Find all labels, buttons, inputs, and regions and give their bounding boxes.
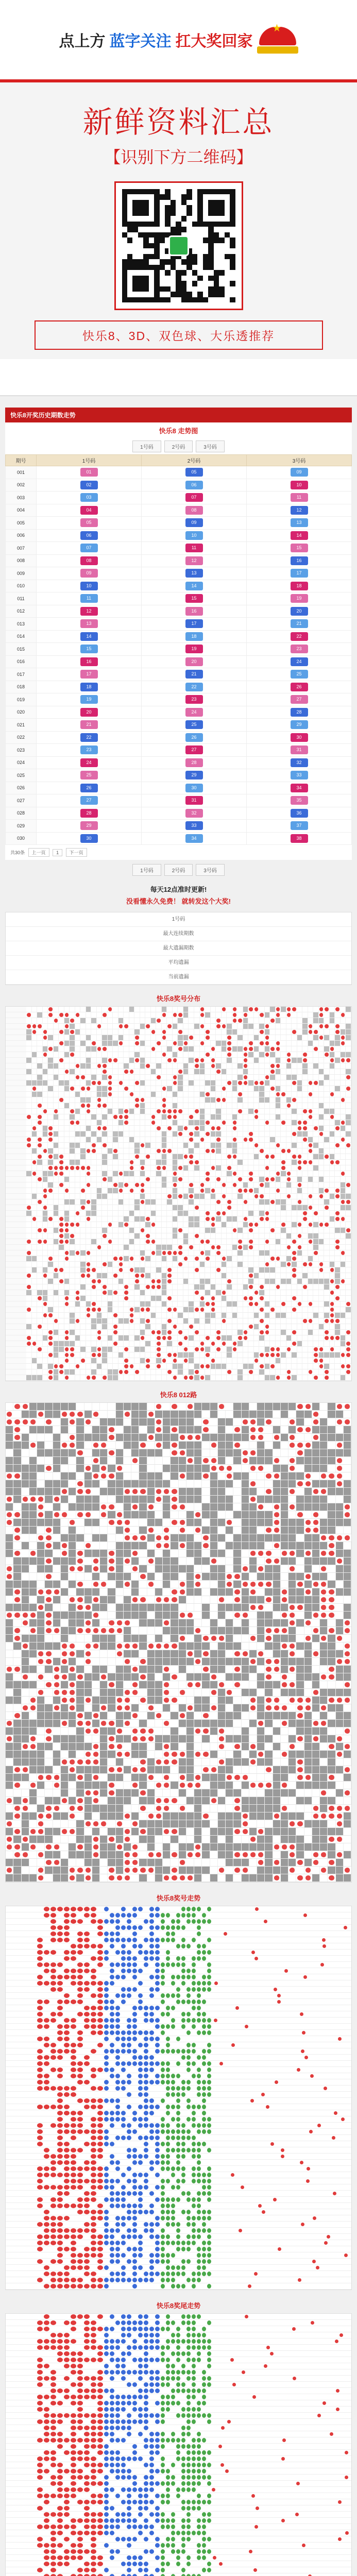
number-cell [37,492,142,504]
update-notice [0,878,357,912]
number-cell [37,529,142,542]
issue-cell: 001 [6,466,37,479]
info-line: 最大连续期数 [6,927,351,941]
info-line: 当前遗漏 [6,970,351,985]
top-banner[interactable] [0,0,357,82]
qr-code[interactable] [114,181,243,310]
tab2-number-2[interactable]: 2号码 [164,864,193,876]
number-chip: 26 [291,683,308,691]
number-chip: 20 [291,607,308,616]
number-chip: 10 [185,531,203,540]
poster-title: 新鲜资料汇总 [82,106,275,139]
number-cell [37,731,142,744]
number-cell [142,643,247,656]
number-cell [247,567,352,580]
tab-number-1[interactable]: 1号码 [132,440,161,452]
issue-cell: 015 [6,643,37,656]
number-chip: 34 [185,834,203,843]
number-chip: 32 [291,758,308,767]
number-chip: 28 [80,809,98,818]
poster-slogan: 快乐8、3D、双色球、大乐透推荐 [35,320,323,350]
issue-cell: 022 [6,731,37,744]
number-cell [142,618,247,631]
number-chip: 24 [185,708,203,717]
number-chip: 17 [185,619,203,628]
number-cell [247,756,352,769]
number-chip: 13 [291,518,308,527]
emblem-icon: ★ [257,22,298,58]
number-chip: 09 [185,518,203,527]
table-row [6,592,352,605]
notice-line-1: 每天12点准时更新! [150,886,207,893]
number-cell [247,693,352,706]
number-cell [142,731,247,744]
number-chip: 25 [80,771,98,779]
number-cell [142,630,247,643]
issue-cell: 006 [6,529,37,542]
issue-cell: 003 [6,492,37,504]
promo-poster [0,82,357,396]
table-row [6,832,352,845]
issue-cell: 028 [6,807,37,820]
number-chip: 04 [80,506,98,515]
number-chip: 19 [185,645,203,653]
number-chip: 08 [185,506,203,515]
number-chip: 11 [80,594,98,603]
number-cell [142,542,247,555]
number-chip: 07 [185,493,203,502]
issue-cell: 011 [6,592,37,605]
table-row [6,542,352,555]
number-cell [37,820,142,833]
number-chip: 36 [291,809,308,818]
number-cell [247,479,352,492]
number-chip: 21 [185,670,203,679]
number-cell [247,643,352,656]
issue-cell: 014 [6,630,37,643]
issue-cell: 005 [6,517,37,530]
number-cell [37,592,142,605]
table-row [6,756,352,769]
number-cell [247,554,352,567]
number-cell [247,832,352,845]
number-cell [142,554,247,567]
pager-page-1[interactable]: 1 [53,849,62,856]
number-chip: 13 [80,619,98,628]
number-cell [37,832,142,845]
col-number-3: 3号码 [247,455,352,466]
banner-follow-link[interactable]: 蓝字关注 [109,33,172,50]
number-cell [247,630,352,643]
result-table [5,454,352,845]
number-chip: 16 [185,607,203,616]
pager-prev[interactable]: 上一页 [28,848,49,857]
number-chip: 05 [80,518,98,527]
number-cell [247,529,352,542]
issue-cell: 017 [6,668,37,681]
number-chip: 09 [291,468,308,477]
number-chip: 26 [185,733,203,742]
distribution-title: 快乐8奖号分布 [156,995,201,1003]
number-chip: 07 [80,544,98,552]
table-row [6,807,352,820]
number-cell [142,769,247,782]
table-row [6,529,352,542]
table-row [6,567,352,580]
table-row [6,517,352,530]
issue-cell: 013 [6,618,37,631]
issue-cell: 004 [6,504,37,517]
number-cell [37,479,142,492]
table-row [6,504,352,517]
number-chip: 14 [80,632,98,641]
number-cell [247,744,352,757]
number-cell [37,756,142,769]
number-cell [37,693,142,706]
number-chip: 20 [185,657,203,666]
issue-cell: 019 [6,693,37,706]
number-chip: 27 [185,745,203,754]
number-cell [37,567,142,580]
number-cell [37,542,142,555]
number-chip: 22 [185,683,203,691]
number-cell [142,668,247,681]
number-chip: 12 [291,506,308,515]
number-cell [142,756,247,769]
number-chip: 01 [80,468,98,477]
number-chip: 19 [80,695,98,704]
number-cell [247,592,352,605]
result-section [5,422,352,860]
number-chip: 19 [291,594,308,603]
number-chip: 18 [80,683,98,691]
number-chip: 23 [80,745,98,754]
info-line: 1号码 [6,912,351,927]
table-row [6,643,352,656]
number-cell [142,655,247,668]
number-chip: 33 [185,821,203,830]
number-chip: 28 [291,708,308,717]
number-cell [142,782,247,794]
number-chip: 16 [80,657,98,666]
number-chip: 31 [185,796,203,805]
number-chip: 23 [291,645,308,653]
pager-next[interactable]: 下一页 [66,848,87,857]
number-chip: 06 [80,531,98,540]
number-chip: 30 [185,784,203,792]
number-cell [247,492,352,504]
number-cell [37,466,142,479]
info-line: 最大遗漏期数 [6,941,351,956]
number-chip: 21 [291,619,308,628]
table-row [6,580,352,592]
number-chip: 27 [291,695,308,704]
table-row [6,794,352,807]
table-row [6,693,352,706]
table-row [6,492,352,504]
number-cell [247,794,352,807]
number-cell [37,769,142,782]
number-cell [247,580,352,592]
number-chip: 15 [291,544,308,552]
table-row [6,744,352,757]
info-line: 平均遗漏 [6,956,351,970]
number-chip: 22 [291,632,308,641]
number-chip: 02 [80,481,98,489]
poster-subtitle: 【识别下方二维码】 [104,148,253,166]
number-cell [37,794,142,807]
number-chip: 08 [80,556,98,565]
section-header-history: 快乐8开奖历史期数走势 [5,408,352,422]
number-cell [37,807,142,820]
number-chip: 14 [185,582,203,590]
number-cell [37,605,142,618]
number-chip: 09 [80,569,98,578]
number-cell [37,668,142,681]
number-cell [142,605,247,618]
number-chip: 28 [185,758,203,767]
number-cell [37,580,142,592]
number-chip: 30 [80,834,98,843]
tail-trend-table [5,2313,352,2576]
number-chip: 29 [80,821,98,830]
number-cell [247,542,352,555]
issue-cell: 021 [6,719,37,732]
number-chip: 27 [80,796,98,805]
number-chip: 38 [291,834,308,843]
col-number-2: 2号码 [142,455,247,466]
number-cell [247,807,352,820]
table-row [6,769,352,782]
number-chip: 10 [80,582,98,590]
number-cell [142,492,247,504]
issue-cell: 025 [6,769,37,782]
table-row [6,719,352,732]
number-cell [247,681,352,693]
table-row [6,706,352,719]
issue-cell: 026 [6,782,37,794]
number-chip: 29 [185,771,203,779]
number-cell [247,504,352,517]
number-cell [142,504,247,517]
number-cell [142,794,247,807]
table-row [6,479,352,492]
number-cell [142,517,247,530]
number-cell [37,618,142,631]
number-cell [142,693,247,706]
table-row [6,820,352,833]
number-cell [37,554,142,567]
number-cell [37,719,142,732]
number-chip: 22 [80,733,98,742]
issue-cell: 010 [6,580,37,592]
issue-cell: 007 [6,542,37,555]
number-chip: 24 [291,657,308,666]
number-cell [247,668,352,681]
number-chip: 23 [185,695,203,704]
road-012-title: 快乐8 012路 [160,1391,197,1399]
issue-cell: 009 [6,567,37,580]
number-chip: 17 [291,569,308,578]
number-cell [37,643,142,656]
number-chip: 30 [291,733,308,742]
table-row [6,668,352,681]
number-cell [142,681,247,693]
number-cell [142,706,247,719]
number-cell [142,744,247,757]
number-cell [37,504,142,517]
issue-cell: 029 [6,820,37,833]
number-chip: 12 [185,556,203,565]
distribution-grid [5,1006,352,1381]
table-row [6,554,352,567]
number-cell [37,782,142,794]
number-chip: 35 [291,796,308,805]
number-chip: 06 [185,481,203,489]
qr-logo-icon [168,235,189,256]
info-list [5,912,352,985]
number-chip: 37 [291,821,308,830]
table-row [6,605,352,618]
number-chip: 24 [80,758,98,767]
col-number-1: 1号码 [37,455,142,466]
issue-cell: 030 [6,832,37,845]
number-chip: 20 [80,708,98,717]
number-chip: 25 [291,670,308,679]
number-cell [247,605,352,618]
number-chip: 16 [291,556,308,565]
pager-count: 共30条 [10,850,25,855]
number-chip: 15 [80,645,98,653]
result-section-title: 快乐8 走势图 [159,427,198,435]
number-cell [142,466,247,479]
notice-line-2: 没看懂永久免费！ 就转发这个大奖! [126,897,231,905]
number-chip: 34 [291,784,308,792]
number-chip: 21 [80,720,98,729]
number-cell [142,832,247,845]
road-012-grid [5,1402,352,1883]
number-cell [142,719,247,732]
number-cell [142,580,247,592]
number-chip: 15 [185,594,203,603]
number-trend-table [5,1906,352,2290]
number-chip: 05 [185,468,203,477]
tab-number-3[interactable]: 3号码 [196,440,225,452]
number-chip: 18 [185,632,203,641]
number-chip: 11 [291,493,308,502]
number-trend-title: 快乐8奖号走势 [156,1894,201,1902]
pager [5,845,352,860]
number-cell [37,744,142,757]
number-chip: 29 [291,720,308,729]
number-chip: 14 [291,531,308,540]
table-row [6,466,352,479]
number-chip: 12 [80,607,98,616]
number-cell [142,479,247,492]
tab-number-2[interactable]: 2号码 [164,440,193,452]
col-issue: 期号 [6,455,37,466]
table-row [6,782,352,794]
issue-cell: 023 [6,744,37,757]
tab2-number-1[interactable]: 1号码 [132,864,161,876]
number-chip: 18 [291,582,308,590]
table-row [6,681,352,693]
number-cell [247,517,352,530]
number-cell [142,807,247,820]
table-row [6,630,352,643]
banner-prefix: 点上方 [59,33,106,50]
number-cell [247,731,352,744]
issue-cell: 020 [6,706,37,719]
number-cell [37,517,142,530]
number-cell [37,655,142,668]
number-chip: 31 [291,745,308,754]
number-chip: 33 [291,771,308,779]
number-cell [142,592,247,605]
tab2-number-3[interactable]: 3号码 [196,864,225,876]
number-cell [142,529,247,542]
number-cell [247,466,352,479]
table-row [6,618,352,631]
number-chip: 13 [185,569,203,578]
number-cell [142,820,247,833]
issue-cell: 002 [6,479,37,492]
number-chip: 10 [291,481,308,489]
number-cell [247,618,352,631]
issue-cell: 018 [6,681,37,693]
number-cell [247,820,352,833]
table-row [6,731,352,744]
number-cell [247,655,352,668]
banner-suffix: 扛大奖回家 [175,33,253,50]
table-row [6,655,352,668]
number-cell [247,706,352,719]
number-chip: 25 [185,720,203,729]
number-chip: 17 [80,670,98,679]
issue-cell: 027 [6,794,37,807]
number-cell [37,630,142,643]
number-chip: 32 [185,809,203,818]
tail-trend-title: 快乐8奖尾走势 [156,2302,201,2310]
number-cell [37,681,142,693]
number-chip: 03 [80,493,98,502]
issue-cell: 012 [6,605,37,618]
issue-cell: 016 [6,655,37,668]
number-chip: 11 [185,544,203,552]
issue-cell: 008 [6,554,37,567]
number-cell [247,769,352,782]
issue-cell: 024 [6,756,37,769]
number-cell [247,719,352,732]
number-cell [37,706,142,719]
number-chip: 26 [80,784,98,792]
number-cell [142,567,247,580]
number-cell [247,782,352,794]
